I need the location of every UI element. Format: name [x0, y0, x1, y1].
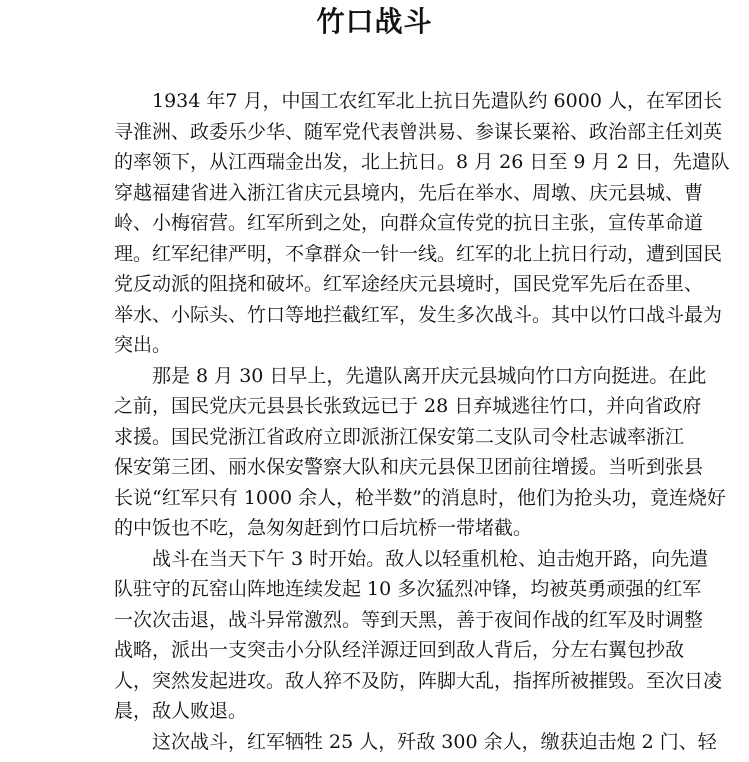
text-line: 理。红军纪律严明，不拿群众一针一线。红军的北上抗日行动，遭到国民 — [114, 242, 723, 265]
page-title: 竹口战斗 — [316, 5, 433, 38]
text-line: 晨，敌人败退。 — [114, 700, 248, 722]
text-line: 穿越福建省进入浙江省庆元县境内，先后在举水、周墩、庆元县城、曹 — [114, 181, 704, 204]
article-body — [114, 86, 730, 757]
paragraph — [114, 361, 726, 544]
text-line: 的中饭也不吃，急匆匆赶到竹口后坑桥一带堵截。 — [114, 517, 533, 539]
text-line: 岭、小梅宿营。红军所到之处，向群众宣传党的抗日主张，宣传革命道 — [114, 212, 704, 234]
text-line: 一次次击退，战斗异常激烈。等到天黑，善于夜间作战的红军及时调整 — [114, 608, 704, 631]
text-line: 这次战斗，红军牺牲 25 人，歼敌 300 余人，缴获迫击炮 2 门、轻 — [152, 730, 717, 753]
text-line: 之前，国民党庆元县县长张致远已于 28 日弃城逃往竹口，并向省政府 — [114, 395, 702, 417]
text-line: 求援。国民党浙江省政府立即派浙江保安第二支队司令杜志诚率浙江 — [114, 425, 685, 448]
text-line: 队驻守的瓦窑山阵地连续发起 10 多次猛烈冲锋，均被英勇顽强的红军 — [114, 578, 702, 600]
text-line: 党反动派的阻挠和破坏。红军途经庆元县境时，国民党军先后在岙里、 — [114, 273, 704, 295]
text-line: 寻淮洲、政委乐少华、随军党代表曾洪易、参谋长粟裕、政治部主任刘英 — [114, 120, 723, 143]
text-line: 战斗在当天下午 3 时开始。敌人以轻重机枪、迫击炮开路，向先遣 — [152, 547, 709, 570]
text-line: 长说“红军只有 1000 余人，枪半数”的消息时，他们为抢头功，竟连烧好 — [114, 486, 726, 509]
text-line: 那是 8 月 30 日早上，先遣队离开庆元县城向竹口方向挺进。在此 — [152, 364, 707, 387]
text-line: 战略，派出一支突击小分队经洋源迂回到敌人背后，分左右翼包抄敌 — [114, 639, 685, 661]
paragraph — [114, 86, 730, 361]
text-line: 举水、小际头、竹口等地拦截红军，发生多次战斗。其中以竹口战斗最为 — [114, 303, 723, 326]
paragraph — [114, 544, 723, 727]
text-line: 突出。 — [114, 334, 172, 356]
text-line: 保安第三团、丽水保安警察大队和庆元县保卫团前往增援。当听到张县 — [114, 456, 704, 478]
paragraph — [114, 727, 717, 758]
text-line: 1934 年7 月，中国工农红军北上抗日先遣队约 6000 人，在军团长 — [152, 90, 722, 112]
text-line: 人，突然发起进攻。敌人猝不及防，阵脚大乱，指挥所被摧毁。至次日凌 — [114, 669, 723, 692]
text-line: 的率领下，从江西瑞金出发，北上抗日。8 月 26 日至 9 月 2 日，先遣队 — [114, 151, 730, 173]
